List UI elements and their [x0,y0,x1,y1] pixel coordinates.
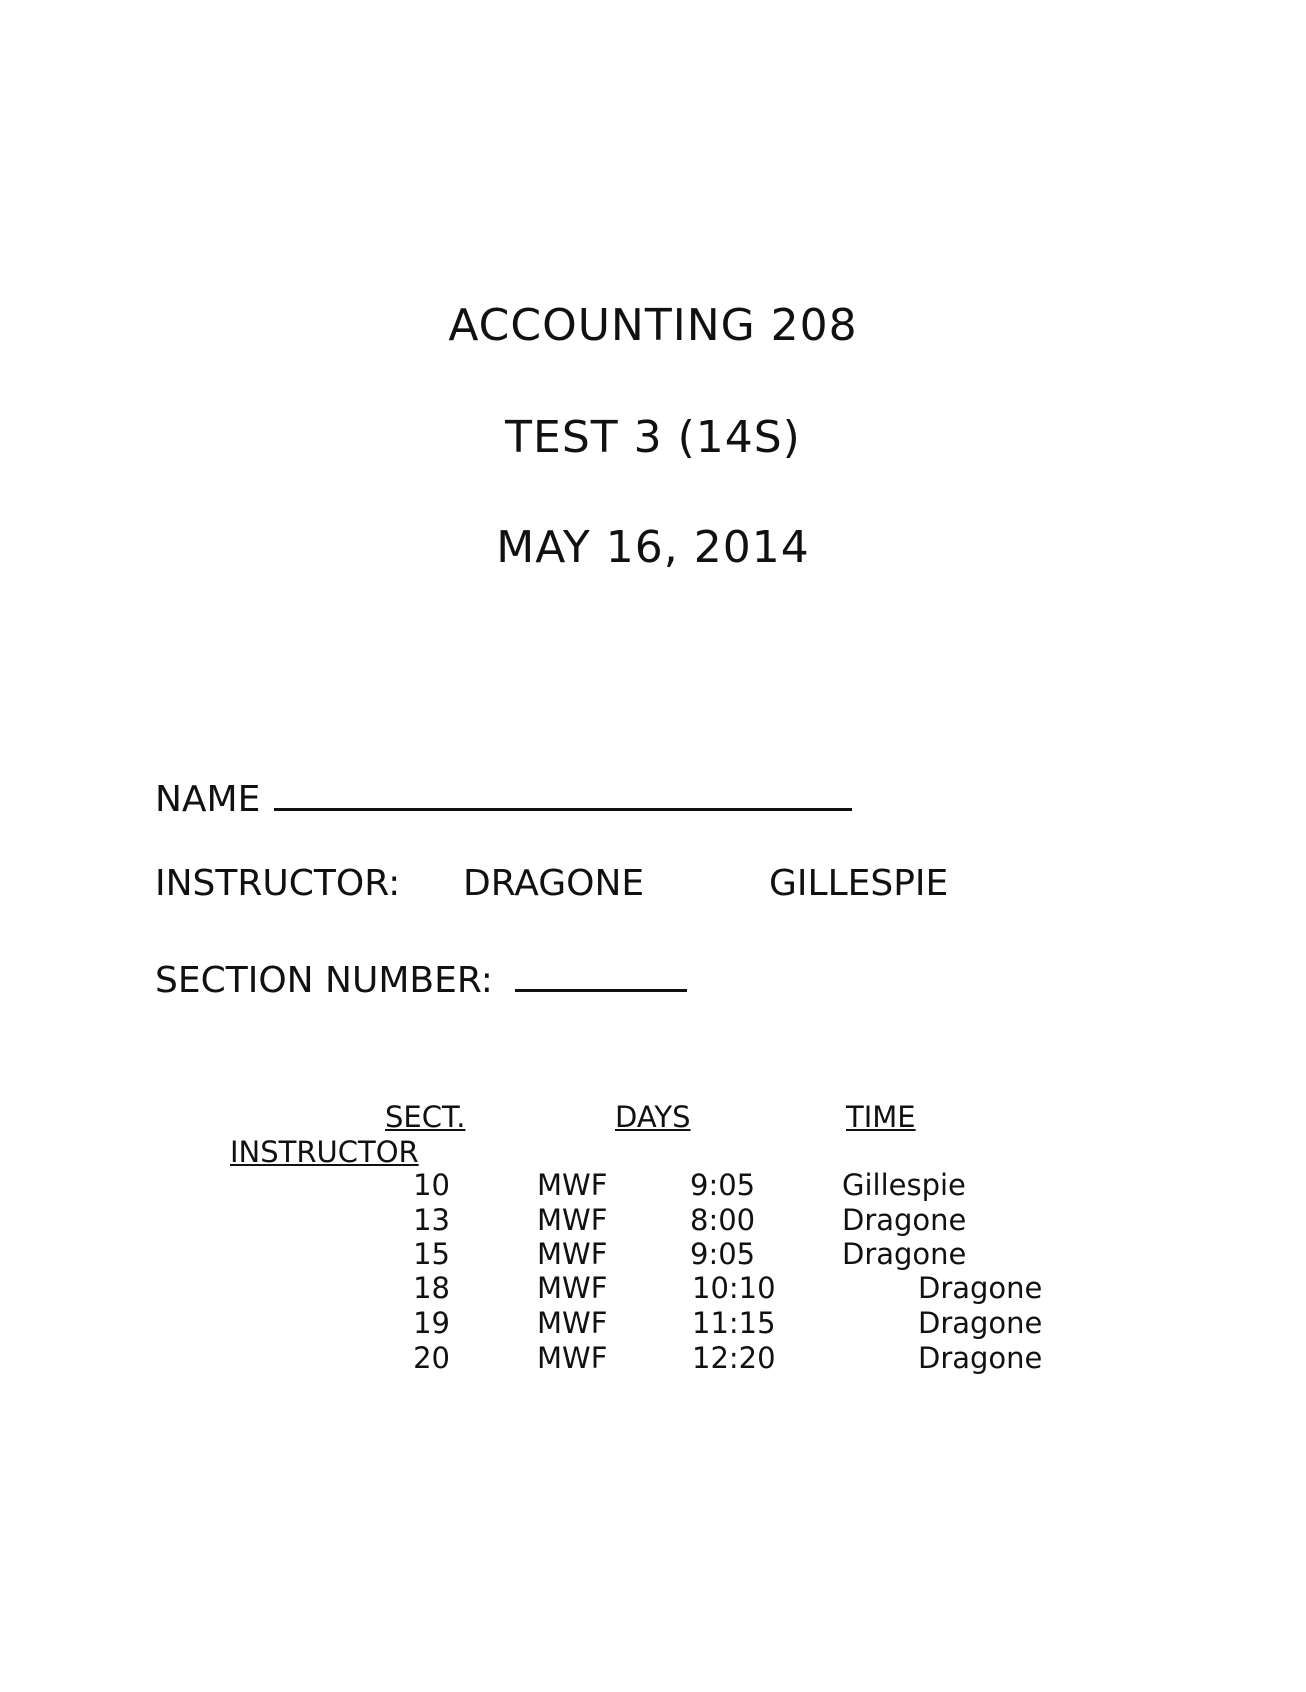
schedule-cell-days: MWF [537,1237,608,1271]
schedule-row [0,1271,1306,1305]
schedule-cell-time: 9:05 [690,1168,756,1202]
name-label: NAME [155,779,261,820]
instructor-option-dragone[interactable]: DRAGONE [463,863,645,904]
schedule-cell-instructor: Dragone [842,1203,967,1237]
name-blank-line[interactable] [274,772,852,811]
schedule-row [0,1168,1306,1202]
schedule-cell-days: MWF [537,1271,608,1305]
schedule-row [0,1237,1306,1271]
schedule-header-days: DAYS [615,1100,691,1134]
schedule-cell-instructor: Dragone [918,1341,1043,1375]
schedule-cell-days: MWF [537,1168,608,1202]
schedule-cell-sect: 10 [413,1168,450,1202]
instructor-label: INSTRUCTOR: [155,863,401,904]
schedule-cell-instructor: Dragone [918,1271,1043,1305]
schedule-cell-instructor: Dragone [842,1237,967,1271]
instructor-option-gillespie[interactable]: GILLESPIE [769,863,949,904]
instructor-row [155,863,949,904]
schedule-cell-sect: 19 [413,1306,450,1340]
schedule-cell-days: MWF [537,1203,608,1237]
schedule-cell-sect: 13 [413,1203,450,1237]
schedule-cell-days: MWF [537,1341,608,1375]
section-number-blank-line[interactable] [515,953,687,992]
schedule-cell-sect: 20 [413,1341,450,1375]
schedule-cell-time: 12:20 [692,1341,776,1375]
schedule-cell-instructor: Gillespie [842,1168,966,1202]
test-title: TEST 3 (14S) [505,412,801,463]
section-number-row [155,953,687,1001]
schedule-cell-time: 8:00 [690,1203,756,1237]
name-row [155,772,852,820]
schedule-cell-instructor: Dragone [918,1306,1043,1340]
schedule-header-sect: SECT. [385,1100,466,1134]
test-date: MAY 16, 2014 [496,522,810,573]
schedule-cell-time: 11:15 [692,1306,776,1340]
schedule-header-time: TIME [846,1100,916,1134]
section-number-label: SECTION NUMBER: [155,960,493,1001]
schedule-cell-time: 10:10 [692,1271,776,1305]
schedule-header-instructor: INSTRUCTOR [230,1135,419,1169]
schedule-cell-sect: 15 [413,1237,450,1271]
schedule-row [0,1306,1306,1340]
schedule-cell-time: 9:05 [690,1237,756,1271]
schedule-row [0,1203,1306,1237]
course-title: ACCOUNTING 208 [448,300,858,351]
schedule-cell-days: MWF [537,1306,608,1340]
schedule-row [0,1341,1306,1375]
schedule-cell-sect: 18 [413,1271,450,1305]
